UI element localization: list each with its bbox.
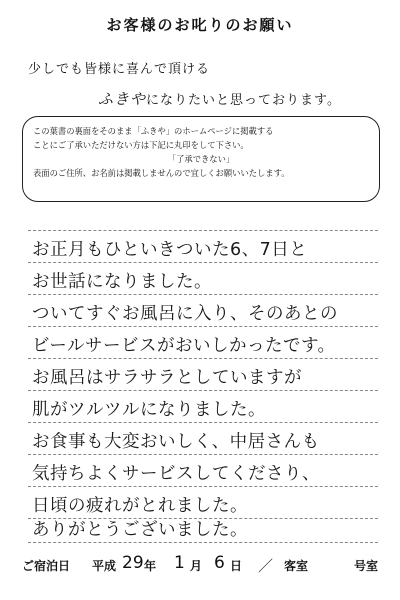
- intro-line-2-rest: になりたいと思っております。: [146, 93, 341, 108]
- ruled-line: [28, 486, 378, 487]
- ruled-line: [28, 230, 378, 231]
- ruled-line: [28, 262, 378, 263]
- brand-name: ふきや: [98, 90, 147, 108]
- stay-month[interactable]: 1: [174, 553, 185, 573]
- day-unit: 日: [230, 559, 243, 573]
- notice-line: 表面のご住所、お名前は掲載しませんので宜しくお願いいたします。: [33, 168, 290, 178]
- card-title: お客様のお叱りのお願い: [106, 16, 294, 34]
- comment-line: お食事も大変おいしく、中居さんも: [32, 432, 320, 452]
- intro-line: 少しでも皆様に喜んで頂ける: [28, 62, 211, 77]
- notice-line: ことにご了承いただけない方は下記に丸印をして下さい。: [33, 140, 249, 150]
- comment-line: ビールサービスがおいしかったです。: [32, 336, 336, 356]
- year-unit: 年: [144, 559, 157, 573]
- stay-date-label: ご宿泊日: [22, 559, 71, 573]
- month-unit: 月: [190, 559, 203, 573]
- room-suffix: 号室: [354, 559, 379, 573]
- decline-option[interactable]: 「了承できない」: [167, 154, 235, 164]
- intro-line-2: [98, 88, 341, 109]
- comment-line: 気持ちよくサービスしてくださり、: [32, 464, 320, 484]
- comment-line: お世話になりました。: [32, 272, 212, 292]
- comment-line: 肌がツルツルになりました。: [32, 400, 266, 420]
- ruled-line: [28, 358, 378, 359]
- ruled-line: [28, 422, 378, 423]
- comment-line: お正月もひといきついた6、7日と: [32, 240, 308, 260]
- ruled-line: [28, 542, 378, 543]
- ruled-line: [28, 326, 378, 327]
- ruled-line: [28, 390, 378, 391]
- ruled-line: [28, 294, 378, 295]
- ruled-line: [28, 454, 378, 455]
- comment-line: お風呂はサラサラとしていますが: [32, 368, 302, 388]
- comment-line: ついてすぐお風呂に入り、そのあとの: [32, 304, 338, 324]
- stay-year[interactable]: 29: [122, 553, 144, 573]
- room-label: 客室: [284, 559, 309, 573]
- consent-notice-box: [22, 116, 380, 202]
- separator: ／: [258, 557, 274, 575]
- notice-line: この葉書の裏面をそのまま「ふきや」のホームページに掲載する: [33, 126, 274, 136]
- comment-line: ありがとうございました。: [32, 520, 248, 540]
- comment-line: 日頃の疲れがとれました。: [32, 496, 248, 516]
- stay-day[interactable]: 6: [214, 553, 225, 573]
- era-label: 平成: [92, 559, 117, 573]
